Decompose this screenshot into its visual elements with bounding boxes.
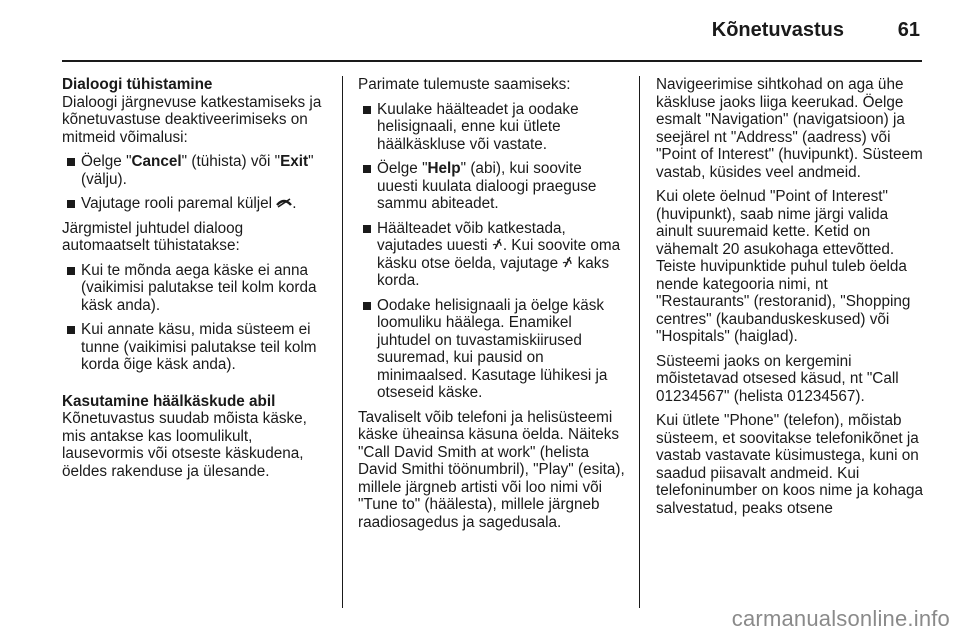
command-exit: Exit — [280, 153, 309, 170]
paragraph: Kui olete öelnud "Point of Interest" (huvipunkt), saab nime järgi valida ainult suuremaid kette. Ketid on vähemalt 20 asukohaga ettevõtted. Teiste huvipunktide puhul tuleb öelda nende kategooria nimi, nt "Restaurants" (restoranid), "Shopping centres" (kaubanduskeskused) või "Hospitals" (haiglad). — [656, 188, 911, 345]
list-item: Kuulake häälteadet ja oodake helisignaali, enne kui ütlete häälkäskluse või vastate. — [358, 101, 626, 154]
list-item: Kui annate käsu, mida süsteem ei tunne (vaikimisi palutakse teil kolm korda õige käsk anda). — [62, 321, 326, 374]
bullet-square-icon — [67, 200, 75, 208]
column-separator — [639, 76, 640, 608]
bullet-square-icon — [363, 165, 371, 173]
list-item: Kui te mõnda aega käske ei anna (vaikimisi palutakse teil kolm korda käsk anda). — [62, 262, 326, 315]
header-rule — [62, 60, 922, 62]
column-3 — [656, 76, 924, 524]
paragraph: Dialoogi järgnevuse katkestamiseks ja kõnetuvastuse deaktiveerimiseks on mitmeid võimalusi: — [62, 93, 322, 146]
section-heading: Dialoogi tühistamine — [62, 76, 213, 93]
page-number: 61 — [897, 19, 920, 41]
list-item: Öelge "Cancel" (tühista) või "Exit" (välju). — [62, 153, 326, 188]
paragraph: Kõnetuvastus suudab mõista käske, mis antakse kas loomulikult, lausevormis või otseste käskudena, öeldes rakenduse ja ülesande. — [62, 410, 307, 480]
section-heading: Kasutamine häälkäskude abil — [62, 392, 276, 410]
voice-recognition-icon — [562, 255, 573, 270]
bullet-list — [62, 153, 326, 213]
command-cancel: Cancel — [131, 153, 182, 170]
phone-hang-up-icon — [276, 198, 292, 209]
paragraph: Süsteemi jaoks on kergemini mõistetavad otsesed käsud, nt "Call 01234567" (helista 01234567). — [656, 352, 899, 405]
bullet-list — [358, 101, 626, 402]
list-item: Vajutage rooli paremal küljel . — [62, 195, 326, 213]
paragraph: Kui ütlete "Phone" (telefon), mõistab süsteem, et soovitakse telefonikõnet ja vastab vastavate küsimustega, kuni on saadud piisavalt andmeid. Kui telefoninumber on koos nime ja kohaga salvestatud, peaks otsene — [656, 412, 924, 517]
bullet-list — [62, 262, 326, 374]
bullet-square-icon — [363, 225, 371, 233]
page-title: Kõnetuvastus — [711, 19, 844, 41]
bullet-square-icon — [67, 326, 75, 334]
page-header — [0, 0, 960, 60]
command-help: Help — [427, 160, 461, 177]
voice-recognition-icon — [492, 237, 503, 252]
paragraph: Järgmistel juhtudel dialoog automaatselt tühistatakse: — [62, 219, 244, 254]
paragraph: Parimate tulemuste saamiseks: — [358, 76, 571, 93]
bullet-square-icon — [67, 267, 75, 275]
list-item: Häälteadet võib katkestada, vajutades uuesti . Kui soovite oma käsku otse öelda, vajutage kaks korda. — [358, 220, 626, 290]
watermark: carmanualsonline.info — [731, 606, 950, 631]
paragraph: Navigeerimise sihtkohad on aga ühe käskluse jaoks liiga keerukad. Öelge esmalt "Navigation" (navigatsioon) ja seejärel nt "Address" (aadress) või "Point of Interest" (huvipunkt). Süsteem vastab, küsides veel andmeid. — [656, 76, 923, 181]
paragraph: Tavaliselt võib telefoni ja helisüsteemi käske üheainsa käsuna öelda. Näiteks "Call David Smith at work" (helista David Smithi töönumbril), "Play" (esita), millele järgneb artisti või loo nimi või "Tune to" (häälesta), millele järgneb raadiosagedus ja sagedusala. — [358, 408, 625, 531]
bullet-square-icon — [67, 158, 75, 166]
bullet-square-icon — [363, 302, 371, 310]
column-1 — [62, 76, 326, 487]
bullet-square-icon — [363, 106, 371, 114]
list-item: Öelge "Help" (abi), kui soovite uuesti kuulata dialoogi praeguse sammu abiteadet. — [358, 160, 626, 213]
column-2 — [358, 76, 626, 538]
column-separator — [342, 76, 343, 608]
list-item: Oodake helisignaali ja öelge käsk loomuliku häälega. Enamikel juhtudel on tuvastamiskiirused suuremad, kui pausid on minimaalsed. Kasutage lühikesi ja otseseid käske. — [358, 297, 626, 402]
